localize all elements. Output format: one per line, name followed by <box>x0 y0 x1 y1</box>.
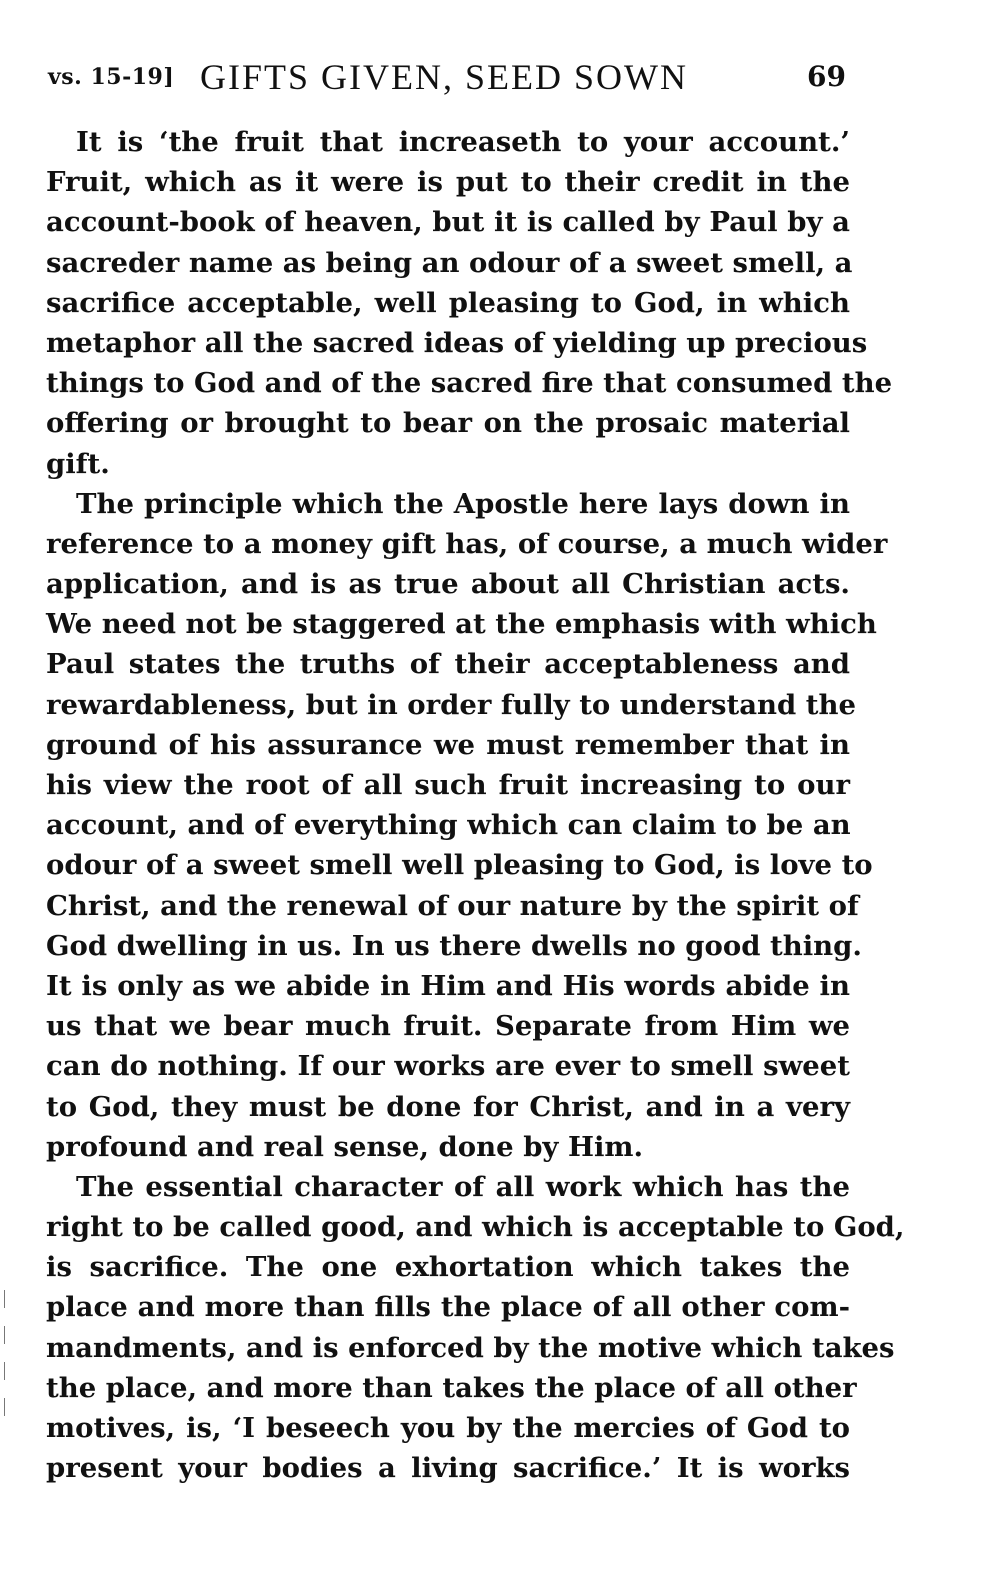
text-line: offering or brought to bear on the prosaic material <box>46 407 850 440</box>
text-line: Fruit, which as it were is put to their credit in the <box>46 166 850 199</box>
text-line: things to God and of the sacred fire that consumed the <box>46 367 893 400</box>
running-head <box>48 56 848 96</box>
text-line: reference to a money gift has, of course, a much wider <box>46 527 888 560</box>
scan-edge-marks <box>4 1290 7 1430</box>
text-line: The principle which the Apostle here lays down in <box>76 487 850 520</box>
text-line: rewardableness, but in order fully to understand the <box>46 688 857 721</box>
verse-reference: vs. 15-19] <box>48 64 175 90</box>
text-line: ground of his assurance we must remember that in <box>46 728 850 761</box>
text-line: God dwelling in us. In us there dwells no good thing. <box>46 929 862 962</box>
text-line: gift. <box>46 447 110 480</box>
text-line: account-book of heaven, but it is called by Paul by a <box>46 206 850 239</box>
scan-mark <box>4 1326 5 1344</box>
text-line: We need not be staggered at the emphasis with which <box>46 608 877 641</box>
text-line: metaphor all the sacred ideas of yielding up precious <box>46 326 868 359</box>
body-text <box>46 122 905 1488</box>
text-line: can do nothing. If our works are ever to smell sweet <box>46 1050 850 1083</box>
text-line: to God, they must be done for Christ, and in a very <box>46 1090 850 1123</box>
scan-mark <box>4 1290 5 1308</box>
text-line: motives, is, ‘I beseech you by the mercies of God to <box>46 1412 850 1444</box>
text-line: The essential character of all work which has the <box>76 1170 850 1203</box>
text-line: his view the root of all such fruit increasing to our <box>46 769 850 801</box>
text-line: mandments, and is enforced by the motive which takes <box>46 1331 895 1364</box>
text-line: account, and of everything which can claim to be an <box>46 809 851 842</box>
text-line: is sacrifice. The one exhortation which takes the <box>46 1251 850 1284</box>
text-line: right to be called good, and which is acceptable to God, <box>46 1211 905 1244</box>
text-line: application, and is as true about all Christian acts. <box>46 568 850 601</box>
text-line: odour of a sweet smell well pleasing to God, is love to <box>46 849 873 882</box>
scan-mark <box>4 1362 5 1380</box>
text-line: It is only as we abide in Him and His words abide in <box>46 969 850 1002</box>
text-line: It is ‘the fruit that increaseth to your account.’ <box>76 126 850 158</box>
text-line: Paul states the truths of their acceptableness and <box>46 648 850 681</box>
text-line: the place, and more than takes the place of all other <box>46 1371 857 1404</box>
text-line: present your bodies a living sacrifice.’ It is works <box>46 1452 850 1485</box>
text-line: Christ, and the renewal of our nature by the spirit of <box>46 889 859 922</box>
text-line: us that we bear much fruit. Separate from Him we <box>46 1010 850 1043</box>
scan-mark <box>4 1398 5 1416</box>
page-number: 69 <box>807 60 846 93</box>
text-line: place and more than fills the place of all other com- <box>46 1291 850 1324</box>
chapter-title: GIFTS GIVEN, SEED SOWN <box>200 57 688 97</box>
text-line: sacrifice acceptable, well pleasing to God, in which <box>46 286 850 319</box>
text-line: sacreder name as being an odour of a sweet smell, a <box>46 246 853 279</box>
text-line: profound and real sense, done by Him. <box>46 1130 644 1163</box>
